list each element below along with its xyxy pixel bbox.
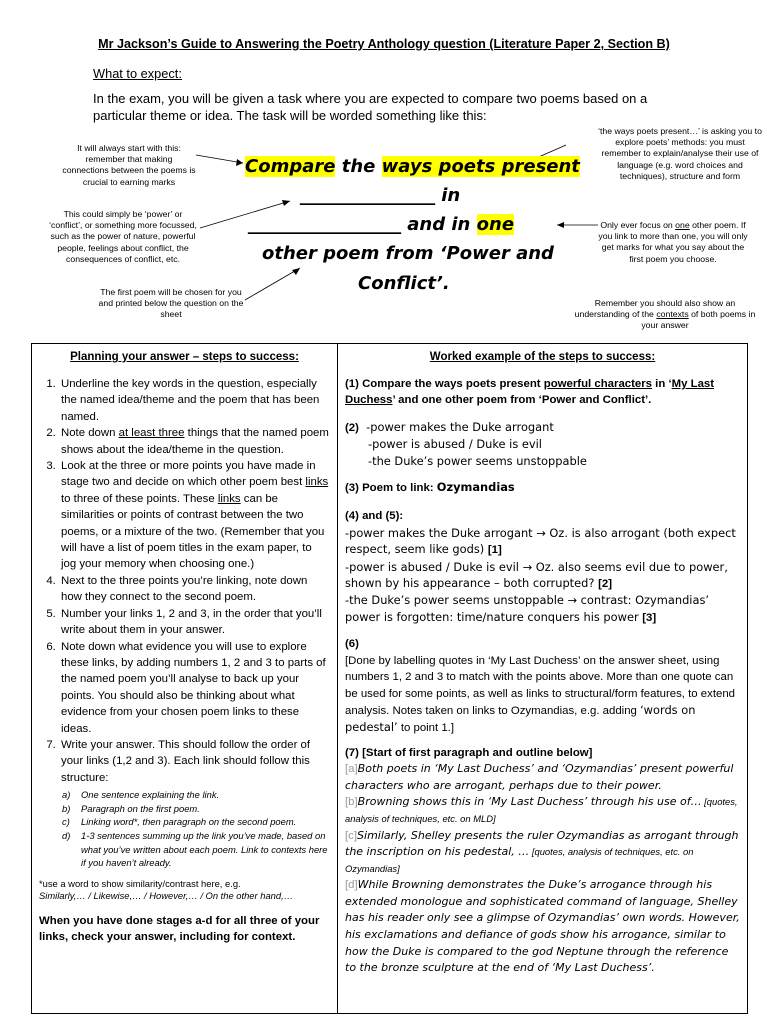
step-4: 4. Next to the three points you’re linking, note down how they connect to the second poem.	[59, 573, 330, 606]
step-5: 5. Number your links 1, 2 and 3, in the order that you’ll write about them in your answer.	[59, 606, 330, 639]
step-7-substeps	[61, 788, 330, 870]
linking-word-note: *use a word to show similarity/contrast here, e.g. Similarly,… / Likewise,… / However,… / On the other hand,…	[39, 877, 294, 902]
note-power: This could simply be ‘power’ or ‘conflict’, or something more focussed, such as the power of nature, powerful people, feelings about conflict, the consequences of conflict, etc.	[49, 209, 197, 264]
worked-step-45-label: (4) and (5):	[345, 510, 404, 523]
planning-steps	[39, 376, 330, 946]
note-one-poem: Only ever focus on one other poem. If you link to more than one, you will only get marks for what you say about the first poem you choose.	[598, 220, 748, 264]
substep-c: c) Linking word*, then paragraph on the second poem.	[62, 816, 297, 828]
worked-question: (1) Compare the ways poets present powerful characters in ‘My Last Duchess’ and one other poem from ‘Power and Conflict’.	[345, 378, 715, 407]
worked-step-7-label: (7) [Start of first paragraph and outline below]	[345, 746, 593, 759]
worked-links: -power makes the Duke arrogant → Oz. is also arrogant (both expect respect, seem like gods) [1] -power is abused / Duke is evil → Oz. also seems evil due to power, shown by his appearance – both corrupted? [2] -the Duke’s power seems unstoppable → contrast: Ozymandias’ power is forgotten: time/nature conquers his power [3]	[345, 525, 736, 624]
question-one: one	[476, 214, 515, 235]
intro-text: In the exam, you will be given a task where you are expected to compare two poems based on a particular theme or idea. The task will be worded something like this:	[93, 91, 648, 123]
step-3: 3. Look at the three or more points you have made in stage two and decide on which other poem best links to three of these points. These links can be similarities or points of contrast between the two poems, or a mixture of the two. (Remember that you will have a list of poem titles in the exam paper, to jog your memory when choosing one.)	[59, 458, 330, 573]
step-7: 7. Write your answer. This should follow the order of your links (1,2 and 3). Each link should follow this structure: a) One sentence explaining the link. b) Paragraph on the first poem. c) Linking word*, then paragraph on the second poem. d) 1-3 sentences summing up the link you’ve made, based on what you’ve written about each poem. Link to contexts here if you haven’t already.	[59, 737, 330, 870]
substep-d: d) 1-3 sentences summing up the link you’ve made, based on what you’ve written about each poem. Link to contexts here if you haven’t already.	[62, 829, 328, 869]
worked-step-6-label: (6)	[345, 638, 359, 651]
planning-heading: Planning your answer – steps to success:	[70, 351, 299, 363]
what-to-expect-heading: What to expect:	[93, 66, 182, 81]
substep-b: b) Paragraph on the first poem.	[62, 802, 200, 814]
worked-step-2: (2) -power makes the Duke arrogant -power is abused / Duke is evil -the Duke’s power seems unstoppable	[345, 419, 587, 468]
question-line-5: Conflict’.	[358, 273, 450, 294]
question-line-1: Compare the ways poets present	[245, 156, 580, 177]
question-compare: Compare	[245, 156, 336, 177]
question-line-2: _______________ in	[300, 185, 461, 206]
step-6: 6. Note down what evidence you will use to explore these links, by adding numbers 1, 2 and 3 to parts of the named poem you’ll analyse to back up your points. You should also be thinking about what evidence from your chosen poem links to these ideas.	[59, 639, 330, 737]
column-divider	[337, 343, 338, 1014]
final-instruction: When you have done stages a-d for all three of your links, check your answer, including for context.	[39, 914, 320, 944]
worked-heading: Worked example of the steps to success:	[429, 351, 656, 363]
step-1: 1. Underline the key words in the question, especially the named idea/theme and the poem that has been named.	[59, 376, 330, 425]
substep-a: a) One sentence explaining the link.	[62, 789, 220, 801]
ozymandias-label: Ozymandias	[436, 480, 515, 495]
note-start: It will always start with this: remember that making connections between the poems is crucial to earning marks	[62, 143, 196, 187]
page-title: Mr Jackson’s Guide to Answering the Poetry Anthology question (Literature Paper 2, Section B)	[98, 37, 670, 51]
worked-paragraph: [a]Both poets in ‘My Last Duchess’ and ‘Ozymandias’ present powerful characters who are arrogant, perhaps due to their power. [b]Browning shows this in ‘My Last Duchess’ through his use of… [quotes, analysis of techniques, etc. on MLD] [c]Similarly, Shelley presents the ruler Ozymandias as arrogant through the inscription on his pedestal, … [quotes, analysis of techniques, etc. on Ozymandias] [d]While Browning demonstrates the Duke’s arrogance through his extended monologue and sophisticated command of language, Shelley has his reader only see a glimpse of Ozymandias’ own words. However, his exclamations and defiance of gods show his arrogance, similar to how the Duke is compared to the god Neptune through the reference to the bronze sculpture at the end of ‘My Last Duchess’.	[345, 762, 740, 975]
note-first-poem: The first poem will be chosen for you and printed below the question on the sheet	[98, 287, 244, 320]
question-line-3: _________________ and in one	[248, 214, 515, 235]
note-ways-poets: ‘the ways poets present…’ is asking you to explore poets’ methods: you must remember to explain/analyse their use of language (e.g. word choices and techniques), structure and form	[598, 126, 762, 181]
worked-example	[345, 376, 740, 977]
step-2: 2. Note down at least three things that the named poem shows about the idea/theme in the question.	[59, 425, 330, 458]
question-line-4: other poem from ‘Power and	[262, 243, 554, 264]
worked-step-6: [Done by labelling quotes in ‘My Last Duchess’ on the answer sheet, using numbers 1, 2 and 3 to match with the points above. More than one quote can be used for some points, as well as links to structural/form features, to extend analysis. Notes taken on links to Ozymandias, e.g. adding ‘words on pedestal’ to point 1.]	[345, 654, 735, 735]
worked-step-3: (3) Poem to link: Ozymandias	[345, 480, 515, 495]
question-ways: ways poets present	[381, 156, 580, 177]
note-contexts: Remember you should also show an understanding of the contexts of both poems in your answer	[574, 298, 756, 331]
